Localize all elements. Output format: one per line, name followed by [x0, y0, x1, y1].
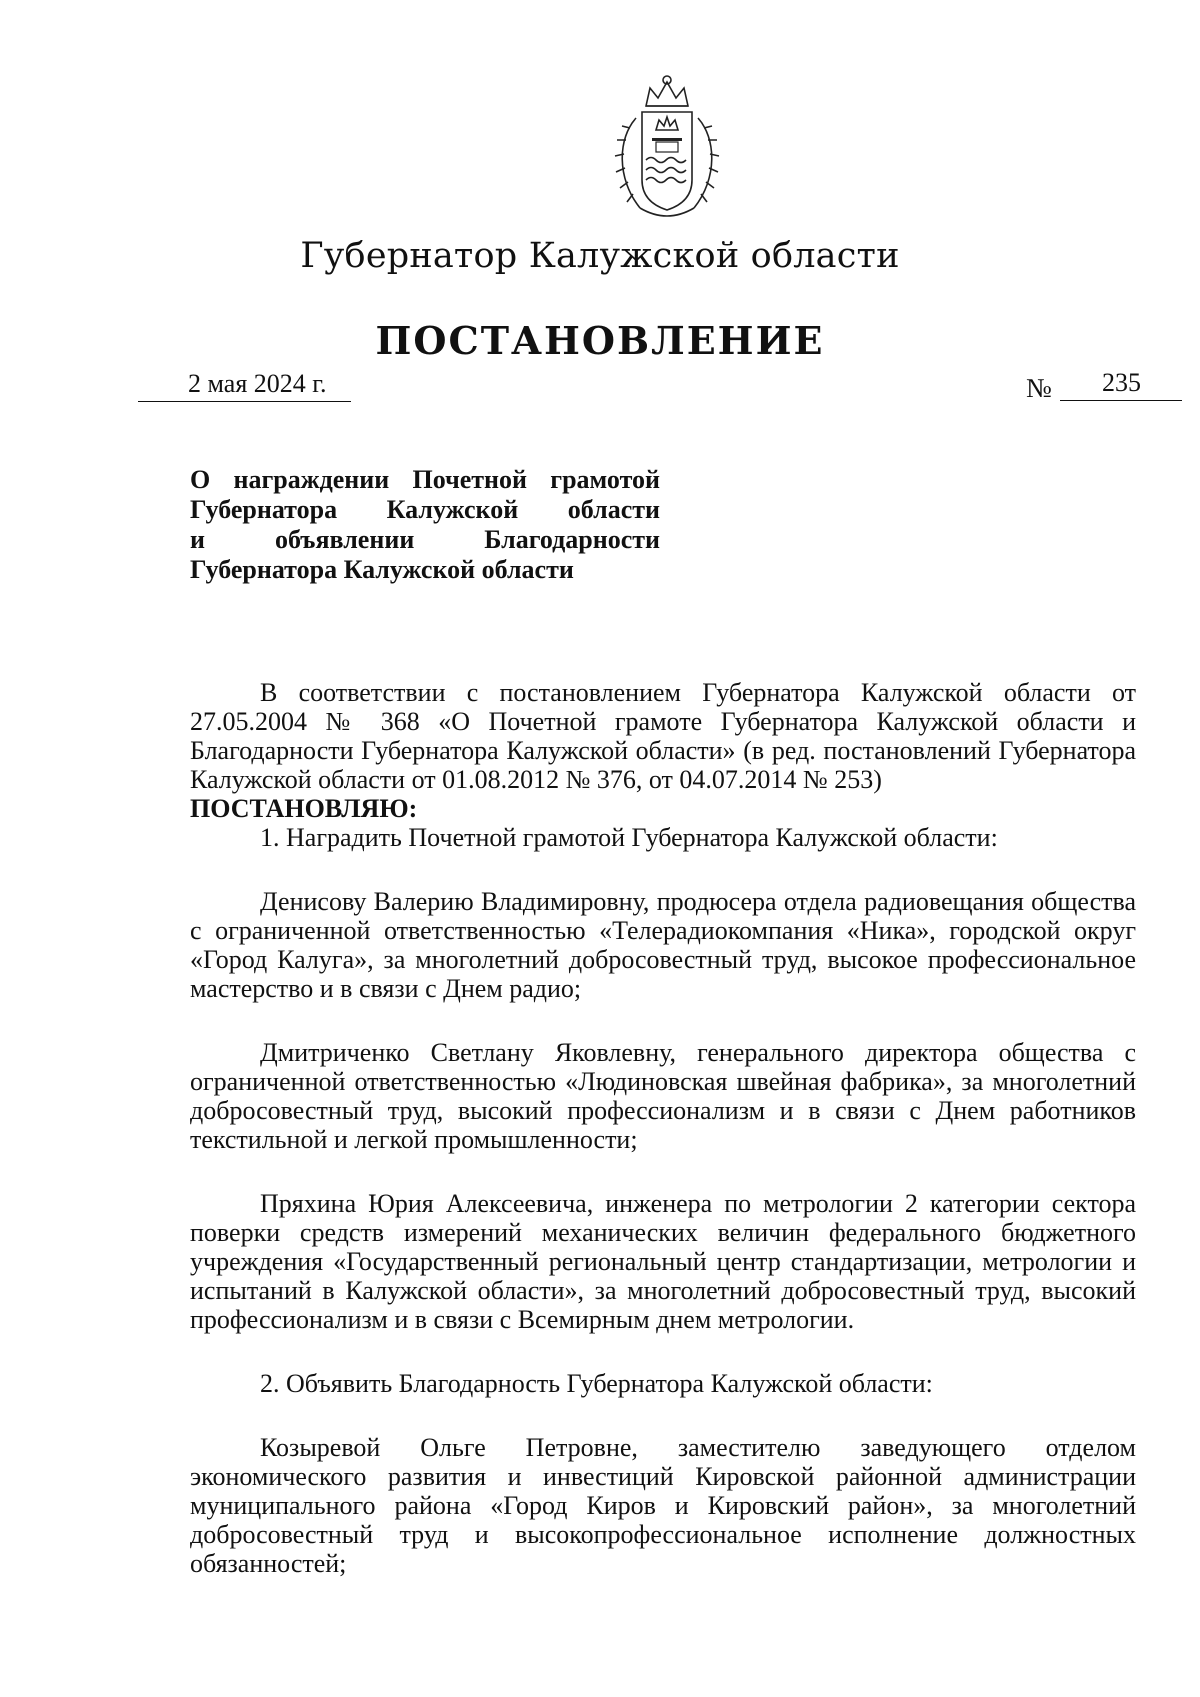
document-body [190, 678, 1136, 1578]
title-line: Губернатора Калужской области [190, 495, 660, 524]
document-date: 2 мая 2024 г. [188, 369, 327, 398]
title-line: и объявлении Благодарности [190, 525, 660, 554]
award-paragraph: Денисову Валерию Владимировну, продюсера отдела радиовещания общества с ограниченной ответственностью «Телерадиокомпания «Ника», городской округ «Город Калуга», за многолетний добросовестный труд, высокое профессиональное мастерство и в связи с Днем радио; [190, 887, 1136, 1003]
date-field [138, 368, 351, 402]
thanks-paragraph: Козыревой Ольге Петровне, заместителю заведующего отделом экономического развития и инвестиций Кировской районной администрации муниципального района «Город Киров и Кировский район», за многолетний добросовестный труд и высокопрофессиональное исполнение должностных обязанностей; [190, 1433, 1136, 1578]
preamble-paragraph: В соответствии с постановлением Губернатора Калужской области от 27.05.2004 № 368 «О Почетной грамоте Губернатора Калужской области и Благодарности Губернатора Калужской области» (в ред. постановлений Губернатора Калужской области от 01.08.2012 № 376, от 04.07.2014 № 253) [190, 678, 1136, 794]
number-sign: № [1026, 373, 1052, 403]
item-1-heading: 1. Наградить Почетной грамотой Губернатора Калужской области: [260, 823, 998, 852]
title-line: О награждении Почетной грамотой [190, 465, 660, 494]
document-type: ПОСТАНОВЛЕНИЕ [375, 318, 825, 363]
number-field [1026, 368, 1182, 404]
title-line: Губернатора Калужской области [190, 555, 574, 584]
award-paragraph: Пряхина Юрия Алексеевича, инженера по метрологии 2 категории сектора поверки средств измерений механических величин федерального бюджетного учреждения «Государственный региональный центр стандартизации, метрологии и испытаний в Калужской области», за многолетний добросовестный труд, высокий профессионализм и в связи с Всемирным днем метрологии. [190, 1189, 1136, 1334]
number-underline [1060, 400, 1182, 401]
coat-of-arms-emblem [606, 68, 728, 228]
resolve-heading: ПОСТАНОВЛЯЮ: [190, 794, 418, 823]
award-paragraph: Дмитриченко Светлану Яковлевну, генерального директора общества с ограниченной ответственностью «Людиновская швейная фабрика», за многолетний добросовестный труд, высокий профессионализм и в связи с Днем работников текстильной и легкой промышленности; [190, 1038, 1136, 1154]
document-number: 235 [1102, 368, 1141, 397]
document-title [190, 465, 660, 585]
item-2-heading: 2. Объявить Благодарность Губернатора Калужской области: [260, 1369, 933, 1398]
issuing-authority: Губернатор Калужской области [300, 236, 900, 276]
